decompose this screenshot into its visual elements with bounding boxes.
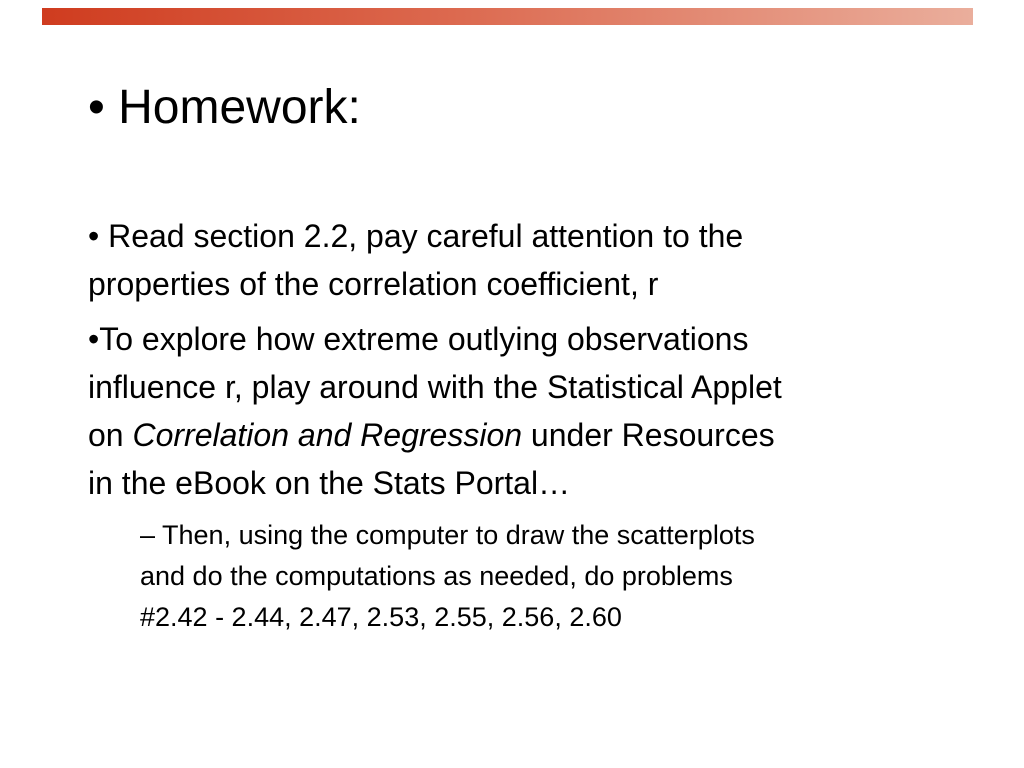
line-text: on <box>88 417 133 453</box>
bullet-line: in the eBook on the Stats Portal… <box>88 465 571 501</box>
bullet-read-section <box>88 212 968 308</box>
bullet-line: properties of the correlation coefficient, r <box>88 266 659 302</box>
sub-bullet-problems <box>140 515 960 638</box>
bullet-explore-outliers <box>88 315 968 507</box>
sub-bullet-line: – Then, using the computer to draw the scatterplots <box>140 520 755 550</box>
sub-bullet-line: and do the computations as needed, do problems <box>140 561 733 591</box>
applet-name: Correlation and Regression <box>132 417 523 453</box>
bullet-line: •To explore how extreme outlying observations <box>88 321 749 357</box>
sub-bullet-line: #2.42 - 2.44, 2.47, 2.53, 2.55, 2.56, 2.60 <box>140 602 622 632</box>
line-text: under Resources <box>522 417 775 453</box>
bullet-line: influence r, play around with the Statistical Applet <box>88 369 782 405</box>
bullet-line: • Read section 2.2, pay careful attention to the <box>88 218 744 254</box>
accent-bar <box>42 8 973 25</box>
bullet-line <box>88 411 968 459</box>
slide-title: • Homework: <box>88 81 361 134</box>
